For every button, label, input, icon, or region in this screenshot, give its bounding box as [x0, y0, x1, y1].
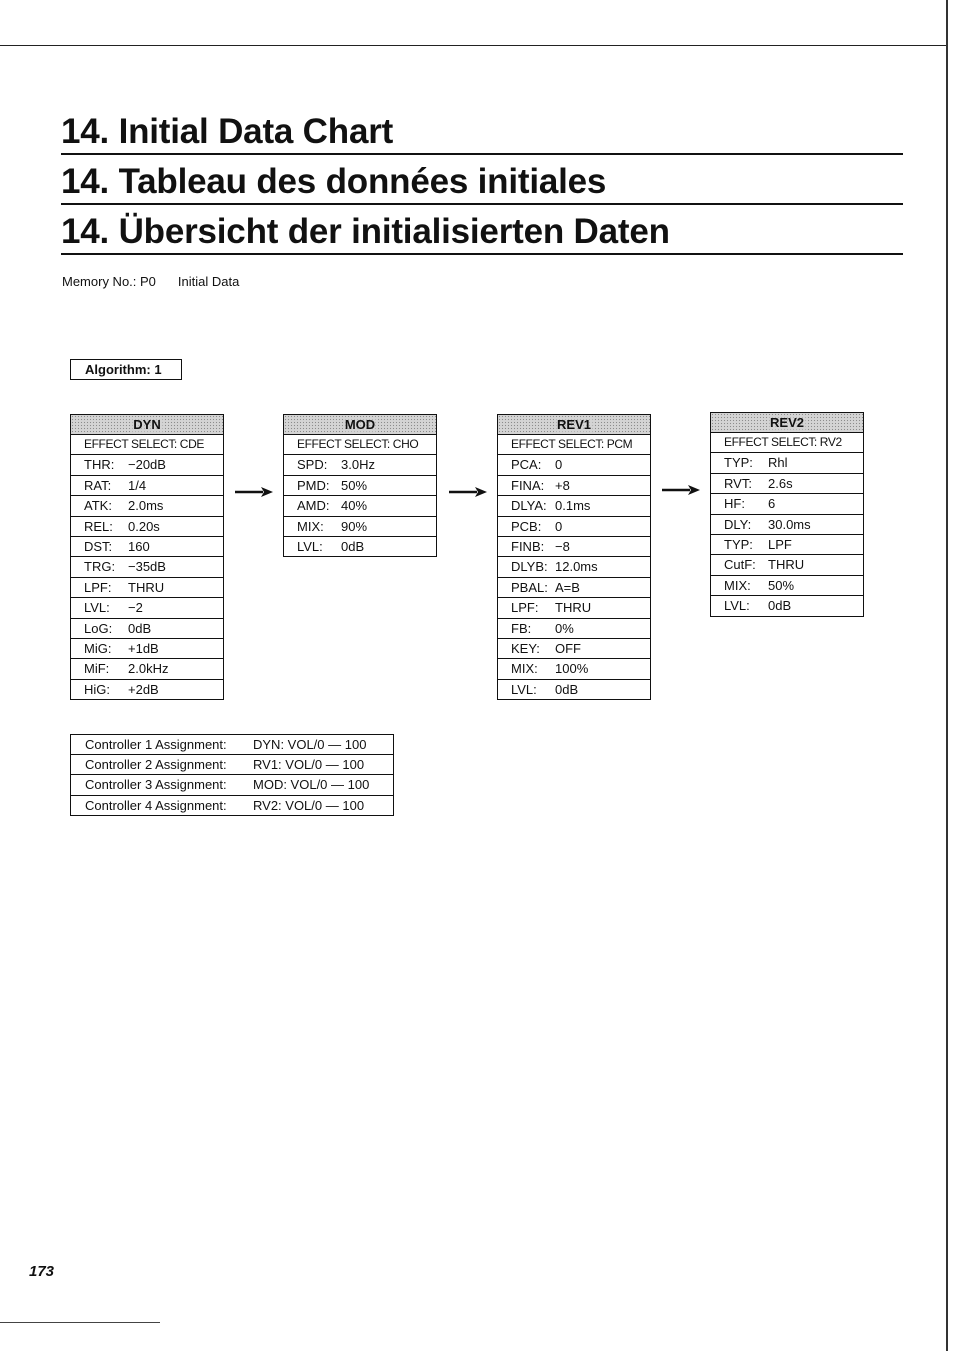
param-value: 0.20s	[128, 518, 160, 534]
param-row	[498, 598, 650, 618]
param-row	[711, 515, 863, 535]
param-row	[498, 496, 650, 516]
param-key: DST:	[84, 538, 113, 554]
effect-select-row: EFFECT SELECT: RV2	[711, 433, 863, 453]
controller-label: Controller 1 Assignment:	[85, 737, 227, 752]
right-arrow-icon	[662, 484, 700, 496]
param-key: LoG:	[84, 620, 113, 636]
effect-block-rev2	[710, 412, 864, 617]
controller-value: RV2: VOL/0 — 100	[253, 797, 365, 813]
param-row	[498, 517, 650, 537]
param-row	[71, 476, 223, 496]
param-row	[284, 455, 436, 475]
param-key: REL:	[84, 518, 113, 534]
effect-select-row: EFFECT SELECT: CDE	[71, 435, 223, 455]
param-row	[498, 578, 650, 598]
param-value: +8	[555, 477, 570, 493]
param-row	[71, 537, 223, 557]
param-key: PCA:	[511, 457, 542, 473]
block-title: DYN	[133, 417, 161, 432]
controller-value: DYN: VOL/0 — 100	[253, 737, 367, 752]
param-value: 160	[128, 538, 150, 554]
controller-label: Controller 4 Assignment:	[85, 797, 227, 813]
param-key: DLYB:	[511, 559, 548, 575]
param-value: 50%	[768, 577, 795, 593]
param-row	[71, 619, 223, 639]
controller-row	[71, 775, 393, 795]
memory-line	[62, 274, 239, 289]
controller-label: Controller 2 Assignment:	[85, 757, 227, 773]
param-value: 0	[555, 457, 563, 473]
param-row	[71, 578, 223, 598]
param-row	[498, 659, 650, 679]
right-arrow-icon	[235, 486, 273, 498]
param-key: FB:	[511, 620, 532, 636]
param-value: 3.0Hz	[341, 457, 375, 473]
controller-value: MOD: VOL/0 — 100	[253, 777, 370, 793]
param-row	[284, 517, 436, 537]
param-key: PCB:	[511, 518, 542, 534]
param-value: 0dB	[128, 620, 152, 636]
param-key: DLY:	[724, 516, 752, 532]
param-row	[71, 680, 223, 699]
block-title: REV2	[770, 415, 804, 430]
param-value: 0dB	[341, 538, 365, 554]
param-row	[711, 576, 863, 596]
param-value: THRU	[128, 579, 165, 595]
param-value: 50%	[341, 477, 368, 493]
memory-value: Initial Data	[177, 274, 240, 289]
effect-block-rev1	[497, 414, 651, 700]
param-value: THRU	[555, 600, 592, 616]
param-value: 0%	[555, 620, 574, 636]
right-edge-rule	[946, 0, 948, 1351]
param-value: 0dB	[555, 681, 579, 697]
param-key: RVT:	[724, 475, 752, 491]
param-key: FINA:	[511, 477, 545, 493]
param-key: MIX:	[297, 518, 324, 534]
param-key: THR:	[84, 457, 115, 473]
effect-select-row: EFFECT SELECT: PCM	[498, 435, 650, 455]
param-value: 0.1ms	[555, 498, 591, 514]
heading-german: 14. Übersicht der initialisierten Daten	[61, 213, 903, 255]
param-key: HF:	[724, 496, 745, 512]
right-arrow-icon	[449, 486, 487, 498]
param-key: LVL:	[724, 598, 750, 614]
param-key: DLYA:	[511, 498, 547, 514]
param-key: PBAL:	[511, 579, 548, 595]
algorithm-label: Algorithm: 1	[70, 359, 182, 380]
block-header	[71, 415, 223, 435]
param-row	[71, 455, 223, 475]
block-title: REV1	[557, 417, 591, 432]
param-value: 2.6s	[768, 475, 793, 491]
param-value: −2	[128, 600, 143, 616]
param-key: PMD:	[297, 477, 330, 493]
param-key: CutF:	[724, 557, 756, 573]
controller-value: RV1: VOL/0 — 100	[253, 757, 365, 773]
param-row	[498, 619, 650, 639]
param-row	[284, 476, 436, 496]
param-value: 6	[768, 496, 776, 512]
controller-row	[71, 735, 393, 755]
block-header	[284, 415, 436, 435]
param-row	[711, 474, 863, 494]
param-row	[711, 535, 863, 555]
param-key: TYP:	[724, 536, 753, 552]
param-key: AMD:	[297, 498, 330, 514]
param-row	[71, 659, 223, 679]
param-row	[284, 496, 436, 516]
param-row	[498, 639, 650, 659]
effect-select-row: EFFECT SELECT: CHO	[284, 435, 436, 455]
param-key: KEY:	[511, 640, 540, 656]
param-key: ATK:	[84, 498, 112, 514]
param-value: OFF	[555, 640, 581, 656]
page-number: 173	[29, 1263, 55, 1280]
bottom-rule	[0, 1322, 160, 1323]
param-value: 2.0kHz	[128, 661, 169, 677]
param-value: 12.0ms	[555, 559, 598, 575]
param-row	[711, 596, 863, 615]
param-value: −20dB	[128, 457, 166, 473]
effect-block-dyn	[70, 414, 224, 700]
controller-assignment-table	[70, 734, 394, 816]
param-key: HiG:	[84, 681, 110, 697]
param-row	[498, 680, 650, 699]
controller-row	[71, 796, 393, 815]
param-key: MiG:	[84, 640, 112, 656]
param-value: 30.0ms	[768, 516, 811, 532]
param-row	[498, 455, 650, 475]
param-key: LPF:	[84, 579, 112, 595]
param-value: 0	[555, 518, 563, 534]
param-key: MIX:	[724, 577, 751, 593]
param-row	[498, 557, 650, 577]
memory-label: Memory No.: P0	[62, 274, 156, 289]
param-key: LVL:	[511, 681, 537, 697]
param-value: −35dB	[128, 559, 166, 575]
param-key: TYP:	[724, 455, 753, 471]
param-value: 2.0ms	[128, 498, 164, 514]
param-row	[71, 639, 223, 659]
param-row	[284, 537, 436, 556]
param-row	[71, 517, 223, 537]
block-header	[711, 413, 863, 433]
top-rule	[0, 45, 946, 46]
param-row	[71, 598, 223, 618]
heading-english: 14. Initial Data Chart	[61, 113, 903, 155]
param-key: RAT:	[84, 477, 112, 493]
param-key: LPF:	[511, 600, 539, 616]
param-value: +1dB	[128, 640, 159, 656]
param-key: LVL:	[84, 600, 110, 616]
param-value: Rhl	[768, 455, 788, 471]
param-value: +2dB	[128, 681, 159, 697]
block-title: MOD	[344, 417, 376, 432]
param-key: MiF:	[84, 661, 110, 677]
param-value: 1/4	[128, 477, 147, 493]
controller-label: Controller 3 Assignment:	[85, 777, 227, 793]
param-value: 100%	[555, 661, 589, 677]
param-value: A=B	[555, 579, 580, 595]
param-value: 90%	[341, 518, 368, 534]
heading-french: 14. Tableau des données initiales	[61, 163, 903, 205]
param-row	[498, 476, 650, 496]
param-value: 40%	[341, 498, 368, 514]
param-row	[711, 494, 863, 514]
param-row	[711, 453, 863, 473]
param-value: THRU	[768, 557, 805, 573]
param-key: TRG:	[84, 559, 116, 575]
controller-row	[71, 755, 393, 775]
param-value: −8	[555, 538, 570, 554]
block-header	[498, 415, 650, 435]
param-key: SPD:	[297, 457, 328, 473]
param-row	[711, 555, 863, 575]
effect-block-mod	[283, 414, 437, 557]
param-key: LVL:	[297, 538, 323, 554]
param-row	[498, 537, 650, 557]
param-row	[71, 557, 223, 577]
param-value: LPF	[768, 536, 792, 552]
param-key: MIX:	[511, 661, 538, 677]
param-row	[71, 496, 223, 516]
param-value: 0dB	[768, 598, 792, 614]
param-key: FINB:	[511, 538, 545, 554]
